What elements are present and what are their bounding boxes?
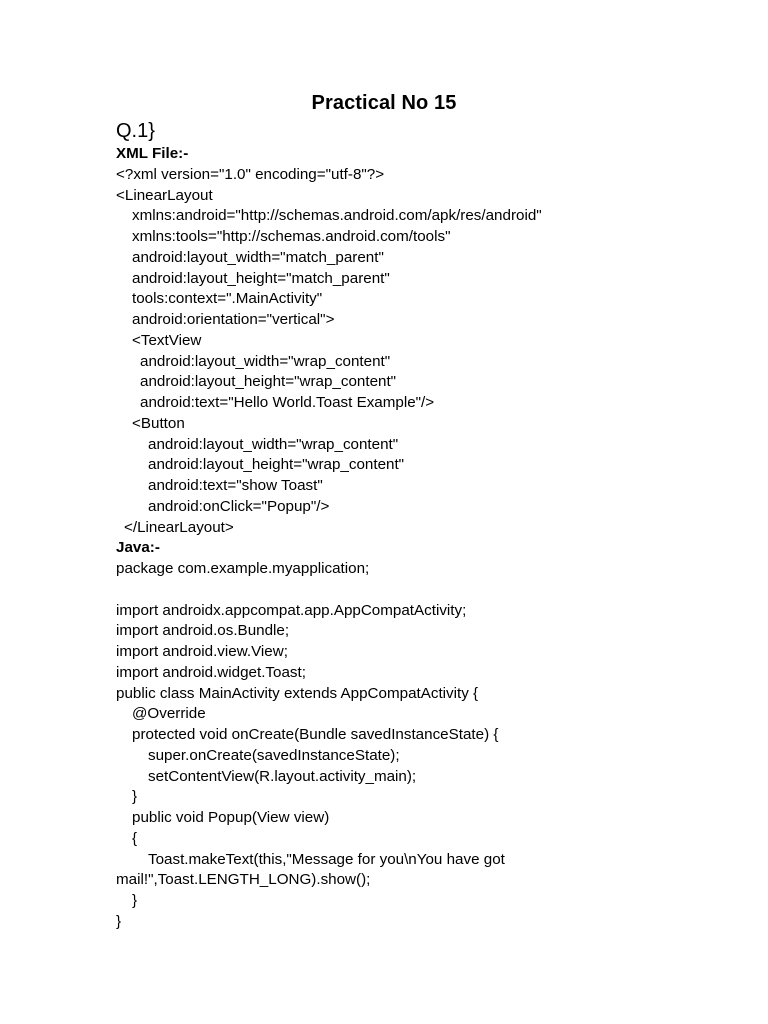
- code-line: import android.view.View;: [116, 643, 288, 660]
- code-line: Toast.makeText(this,"Message for you\nYou have got: [148, 850, 505, 868]
- section-heading: XML File:-: [116, 145, 189, 162]
- code-line: android:text="Hello World.Toast Example"/>: [140, 394, 435, 411]
- code-line: android:onClick="Popup"/>: [148, 497, 330, 515]
- code-line: }: [132, 788, 138, 806]
- code-line: android:layout_height="match_parent": [132, 269, 390, 287]
- section-heading: Java:-: [116, 539, 160, 557]
- code-line: import androidx.appcompat.app.AppCompatActivity;: [116, 601, 467, 619]
- code-listing: [116, 144, 736, 933]
- code-line: setContentView(R.layout.activity_main);: [148, 767, 417, 785]
- code-line: android:orientation="vertical">: [132, 311, 335, 328]
- code-line: {: [132, 829, 138, 847]
- code-line: android:layout_width="wrap_content": [140, 352, 391, 370]
- code-line: android:layout_height="wrap_content": [140, 373, 397, 391]
- blank-line: [116, 580, 736, 601]
- code-line: <TextView: [132, 331, 202, 349]
- code-line: super.onCreate(savedInstanceState);: [148, 746, 400, 764]
- code-line: <?xml version="1.0" encoding="utf-8"?>: [116, 165, 385, 183]
- code-line: android:layout_width="match_parent": [132, 248, 384, 266]
- code-line: tools:context=".MainActivity": [132, 290, 323, 308]
- code-line: <Button: [132, 414, 185, 432]
- code-line: import android.os.Bundle;: [116, 622, 290, 640]
- code-line: android:layout_height="wrap_content": [148, 456, 405, 474]
- code-line: <LinearLayout: [116, 186, 213, 204]
- code-line: android:layout_width="wrap_content": [148, 435, 399, 453]
- code-line: import android.widget.Toast;: [116, 663, 306, 681]
- code-line: }: [116, 912, 122, 930]
- code-line: public void Popup(View view): [132, 809, 330, 826]
- code-line: xmlns:tools="http://schemas.android.com/tools": [132, 228, 451, 245]
- code-line: protected void onCreate(Bundle savedInstanceState) {: [132, 726, 499, 743]
- page-title: Practical No 15: [311, 92, 457, 114]
- code-line: public class MainActivity extends AppCompatActivity {: [116, 684, 479, 702]
- code-line: @Override: [132, 705, 206, 723]
- code-line: </LinearLayout>: [124, 518, 234, 536]
- code-line: package com.example.myapplication;: [116, 560, 370, 577]
- code-line: android:text="show Toast": [148, 477, 323, 494]
- code-line: xmlns:android="http://schemas.android.com/apk/res/android": [132, 207, 542, 225]
- question-label: Q.1}: [116, 120, 155, 142]
- code-line: mail!",Toast.LENGTH_LONG).show();: [116, 871, 371, 889]
- code-line: }: [132, 892, 138, 909]
